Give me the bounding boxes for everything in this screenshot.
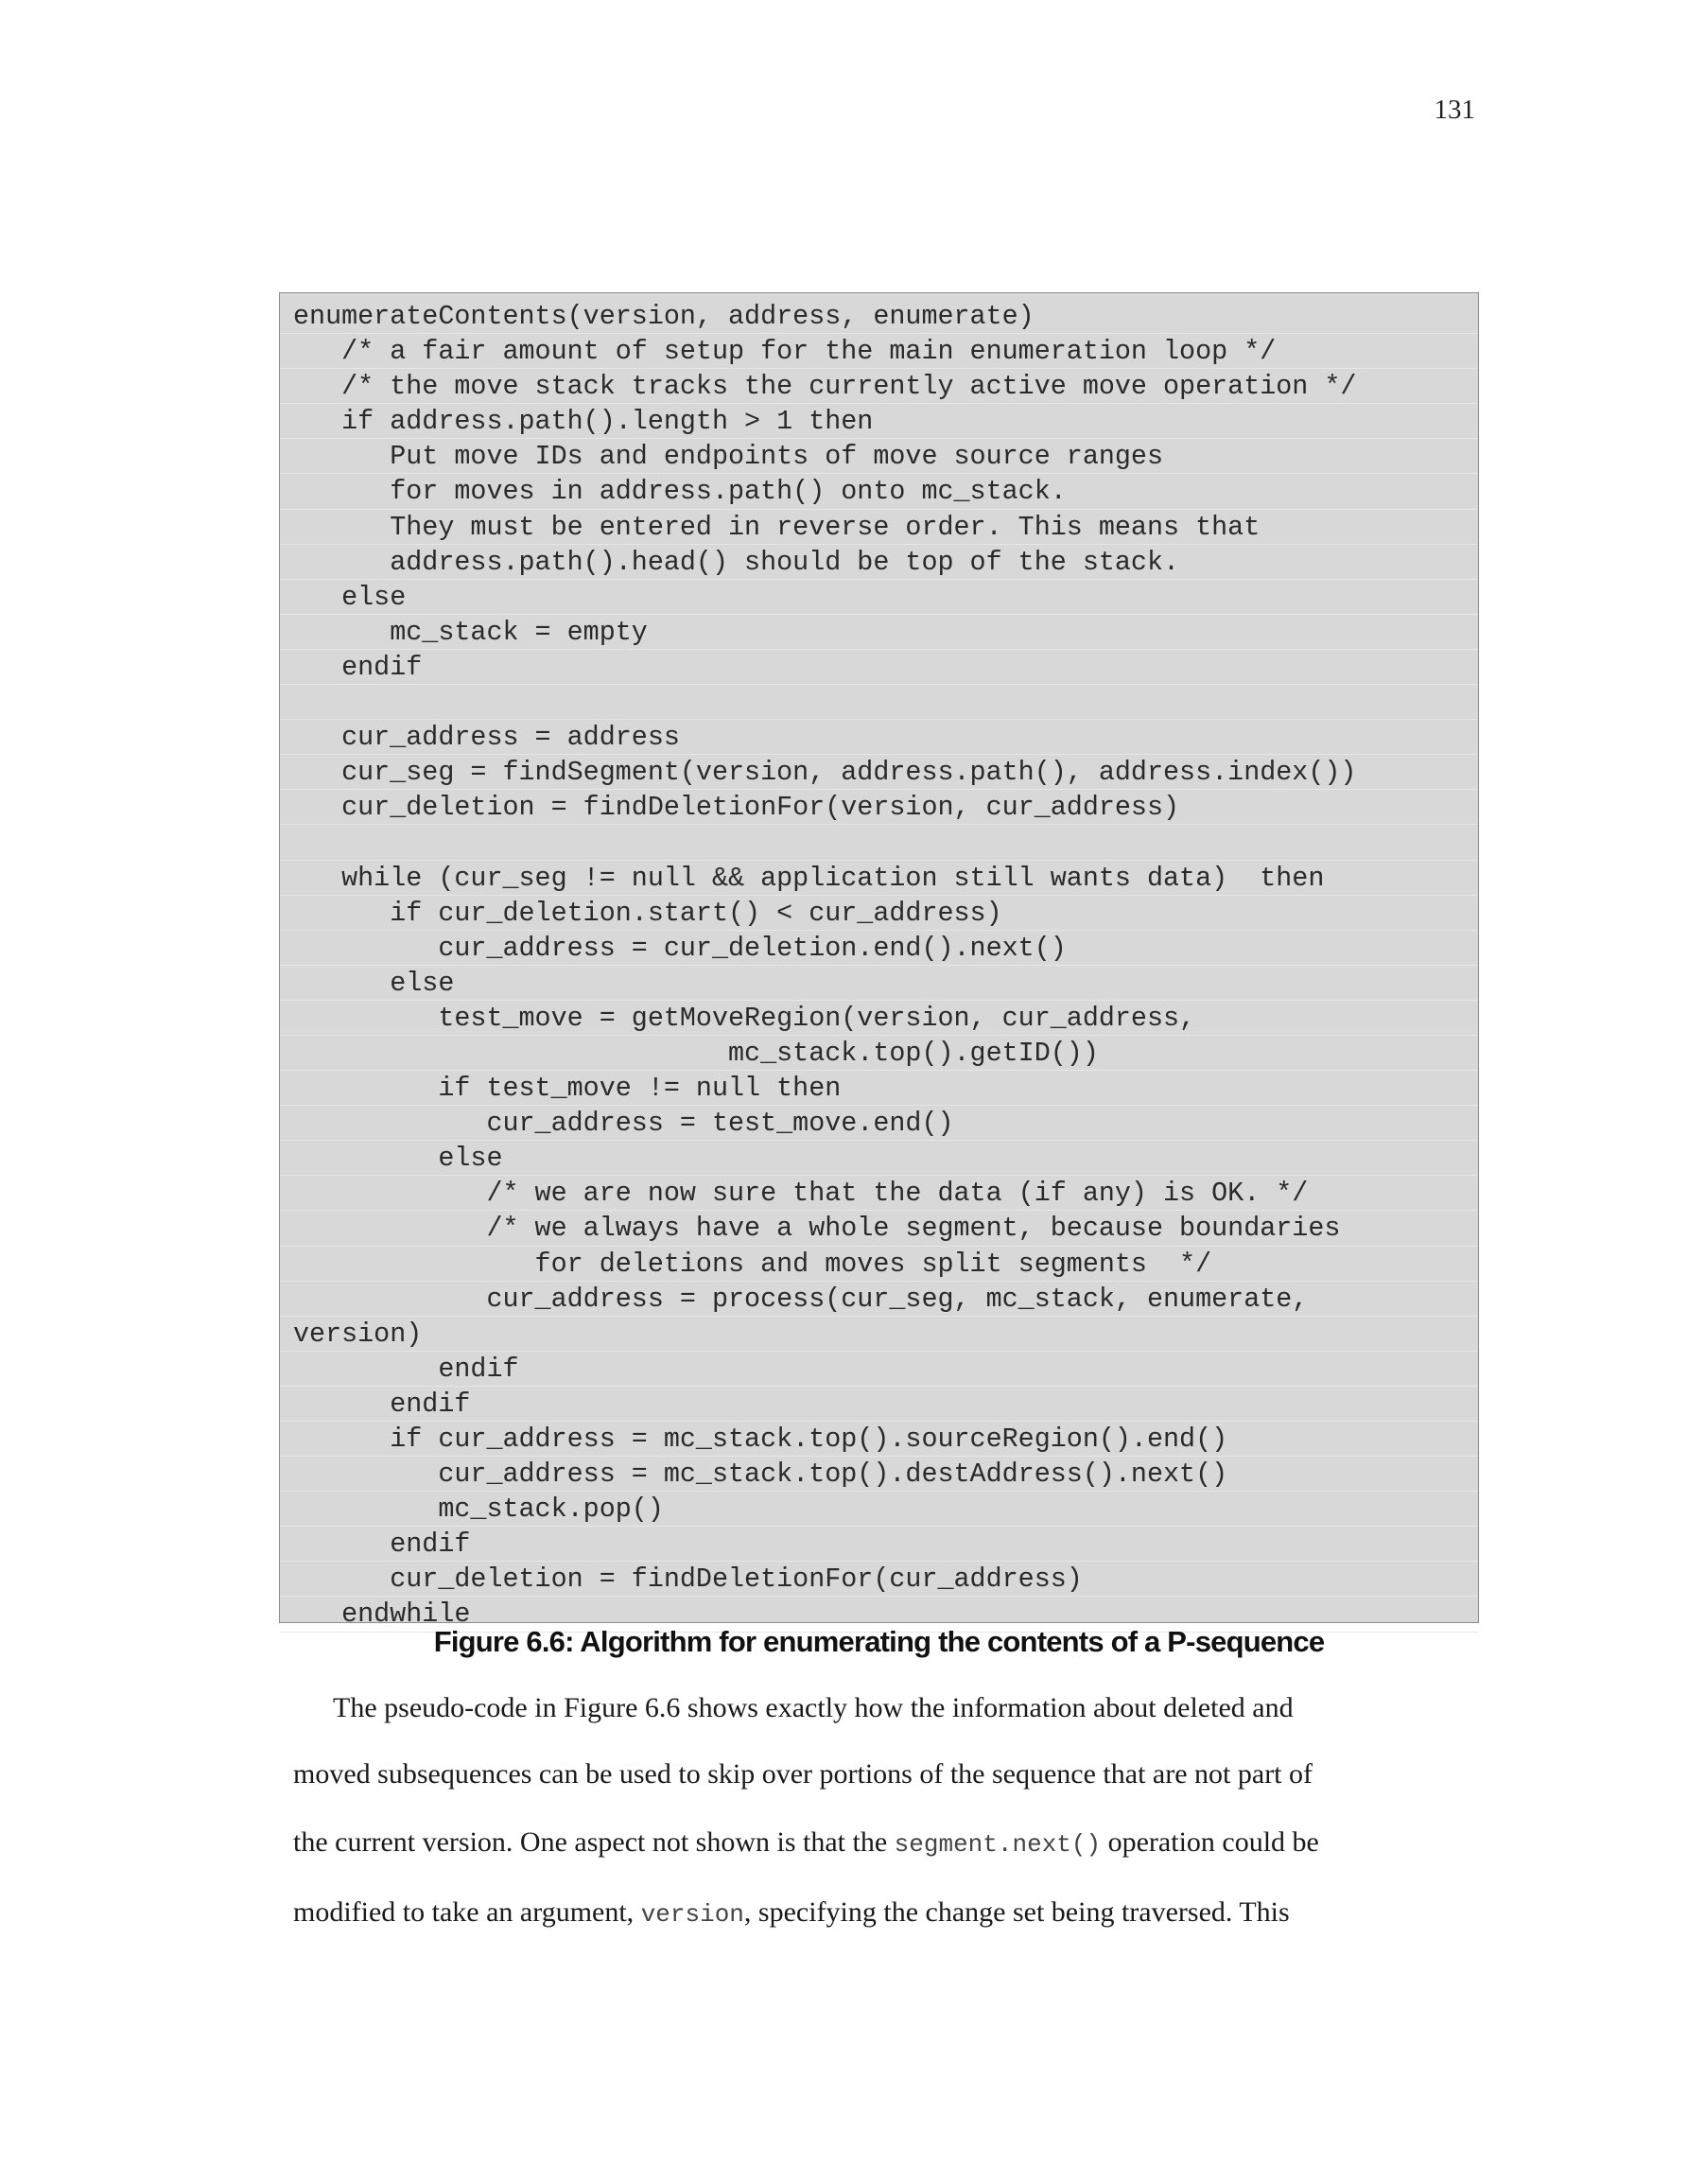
code-line: enumerateContents(version, address, enumerate)	[280, 299, 1478, 334]
code-line: while (cur_seg != null && application still wants data) then	[280, 861, 1478, 896]
code-line: if address.path().length > 1 then	[280, 404, 1478, 439]
code-line: for moves in address.path() onto mc_stack.	[280, 474, 1478, 509]
code-line: else	[280, 966, 1478, 1001]
code-line: cur_address = cur_deletion.end().next()	[280, 931, 1478, 966]
paragraph-line-4	[293, 1896, 1485, 1929]
inline-code-segment-next: segment.next()	[894, 1830, 1102, 1859]
code-line	[280, 685, 1478, 720]
paragraph-line-4-text-b: , specifying the change set being traversed. This	[743, 1896, 1290, 1928]
paragraph-line-1: The pseudo-code in Figure 6.6 shows exactly how the information about deleted and	[333, 1692, 1294, 1723]
code-line: version)	[280, 1317, 1478, 1352]
code-line: if cur_deletion.start() < cur_address)	[280, 896, 1478, 931]
code-line: cur_address = test_move.end()	[280, 1106, 1478, 1141]
code-line: Put move IDs and endpoints of move source ranges	[280, 439, 1478, 474]
code-line: mc_stack = empty	[280, 615, 1478, 650]
code-line: endwhile	[280, 1597, 1478, 1632]
code-line: cur_address = address	[280, 720, 1478, 755]
paragraph-line-2: moved subsequences can be used to skip over portions of the sequence that are not part of	[293, 1758, 1313, 1790]
code-line: endif	[280, 1352, 1478, 1387]
code-line: endif	[280, 1387, 1478, 1422]
code-line: mc_stack.pop()	[280, 1492, 1478, 1527]
code-line: /* a fair amount of setup for the main enumeration loop */	[280, 334, 1478, 369]
code-line: They must be entered in reverse order. This means that	[280, 510, 1478, 545]
code-line	[280, 825, 1478, 860]
code-line: cur_deletion = findDeletionFor(version, cur_address)	[280, 790, 1478, 825]
code-line: endif	[280, 1527, 1478, 1562]
code-line: /* we are now sure that the data (if any) is OK. */	[280, 1176, 1478, 1211]
code-line: else	[280, 580, 1478, 615]
code-line: else	[280, 1141, 1478, 1176]
code-line: cur_seg = findSegment(version, address.path(), address.index())	[280, 755, 1478, 790]
paragraph-line-3-text-b: operation could be	[1101, 1826, 1319, 1858]
figure-caption: Figure 6.6: Algorithm for enumerating the contents of a P-sequence	[433, 1625, 1325, 1658]
code-line: if cur_address = mc_stack.top().sourceRegion().end()	[280, 1422, 1478, 1457]
paragraph-line-3-text-a: the current version. One aspect not shown is that the	[293, 1826, 895, 1858]
paragraph-line-3	[293, 1826, 1485, 1859]
code-line: endif	[280, 650, 1478, 685]
code-line: for deletions and moves split segments */	[280, 1247, 1478, 1282]
page-number: 131	[1434, 95, 1475, 125]
code-line: /* the move stack tracks the currently active move operation */	[280, 369, 1478, 404]
code-line: if test_move != null then	[280, 1071, 1478, 1106]
code-listing	[279, 292, 1479, 1631]
paragraph-line-4-text-a: modified to take an argument,	[293, 1896, 641, 1928]
code-line: cur_address = process(cur_seg, mc_stack, enumerate,	[280, 1282, 1478, 1317]
inline-code-version: version	[640, 1900, 744, 1929]
code-line: /* we always have a whole segment, because boundaries	[280, 1211, 1478, 1246]
code-line: test_move = getMoveRegion(version, cur_address,	[280, 1001, 1478, 1036]
code-line: address.path().head() should be top of the stack.	[280, 545, 1478, 580]
code-line: cur_address = mc_stack.top().destAddress().next()	[280, 1457, 1478, 1492]
code-line: cur_deletion = findDeletionFor(cur_address)	[280, 1562, 1478, 1597]
code-line: mc_stack.top().getID())	[280, 1036, 1478, 1071]
